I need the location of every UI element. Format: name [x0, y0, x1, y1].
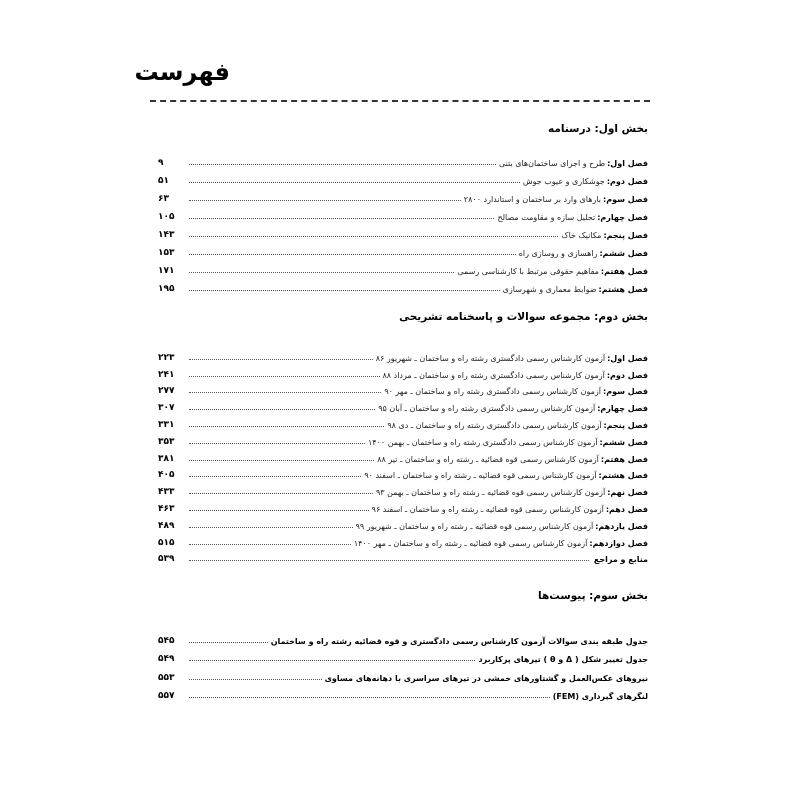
toc-entry[interactable]	[158, 396, 648, 413]
entry-title: مفاهیم حقوقی مرتبط با کارشناسی رسمی	[457, 267, 599, 276]
entry-prefix: فصل دهم:	[605, 504, 648, 514]
toc-entry[interactable]	[158, 380, 648, 397]
toc-entry[interactable]	[158, 168, 648, 186]
toc-entry[interactable]	[158, 430, 648, 447]
entry-title: طرح و اجرای ساختمان‌های بتنی	[498, 159, 606, 168]
entry-page-number: ۱۵۳	[158, 248, 175, 258]
entry-page-number: ۲۲۳	[158, 352, 175, 363]
toc-entry[interactable]	[158, 222, 648, 240]
entry-page-number: ۴۰۵	[158, 470, 175, 481]
entry-prefix: فصل نهم:	[607, 488, 648, 498]
dot-leader	[189, 560, 589, 561]
dot-leader	[189, 660, 475, 661]
entry-prefix: فصل ششم:	[599, 437, 648, 447]
entry-title: جدول تغییر شکل ( Δ و θ ) تیرهای پرکاربرد	[478, 655, 648, 664]
entry-prefix: فصل چهارم:	[597, 213, 648, 222]
entry-prefix: فصل دوم:	[606, 370, 648, 380]
entry-page-number: ۱۷۱	[158, 266, 175, 276]
section-heading-3: بخش سوم: پیوست‌ها	[538, 590, 648, 602]
entry-title: نیروهای عکس‌العمل و گشتاورهای خمشی در تیرهای سراسری با دهانه‌های مساوی	[324, 673, 648, 683]
entry-page-number: ۵۱	[158, 176, 169, 186]
entry-title: ضوابط معماری و شهرسازی	[502, 285, 597, 294]
toc-entry[interactable]	[158, 240, 648, 258]
entry-title: آزمون کارشناس رسمی دادگستری رشته راه و ساختمان ـ دی ۹۸	[387, 420, 602, 430]
entry-title: آزمون کارشناس رسمی قوه قضائیه ـ رشته راه و ساختمان ـ تیر ۸۸	[377, 454, 599, 464]
entry-page-number: ۴۸۹	[158, 520, 175, 531]
dot-leader	[189, 476, 361, 477]
entry-title: آزمون کارشناس رسمی دادگستری رشته راه و ساختمان ـ مرداد ۸۸	[382, 370, 605, 380]
entry-prefix: فصل ششم:	[599, 249, 648, 258]
entry-prefix: فصل سوم:	[603, 195, 648, 204]
entry-prefix: فصل دوم:	[606, 177, 648, 186]
entry-prefix: فصل سوم:	[603, 387, 648, 397]
entry-page-number: ۶۳	[158, 194, 169, 204]
entry-page-number: ۱۰۵	[158, 212, 175, 222]
section-list-1	[158, 150, 648, 294]
entry-prefix: فصل پنجم:	[603, 420, 648, 430]
entry-title: آزمون کارشناس رسمی دادگستری رشته راه و ساختمان ـ مهر ۹۰	[384, 387, 601, 397]
entry-page-number: ۵۴۹	[158, 654, 175, 664]
dot-leader	[189, 493, 373, 494]
section-heading-1: بخش اول: درسنامه	[548, 123, 648, 135]
entry-page-number: ۲۴۱	[158, 369, 175, 380]
dot-leader	[189, 164, 496, 165]
entry-title: آزمون کارشناس رسمی قوه قضائیه ـ رشته راه و ساختمان ـ بهمن ۹۳	[375, 488, 606, 498]
toc-entry[interactable]	[158, 413, 648, 430]
entry-prefix: فصل اول:	[607, 353, 648, 363]
dot-leader	[189, 443, 365, 444]
entry-page-number: ۴۳۳	[158, 487, 175, 498]
entry-page-number: ۵۴۵	[158, 635, 175, 646]
toc-entry[interactable]	[158, 683, 648, 702]
dot-leader	[189, 544, 351, 545]
entry-title: آزمون کارشناس رسمی قوه قضائیه ـ رشته راه و ساختمان ـ اسفند ۹۰	[364, 471, 597, 481]
dot-leader	[189, 697, 550, 698]
entry-prefix: فصل پنجم:	[603, 231, 648, 240]
entry-title: تحلیل سازه و مقاومت مصالح	[497, 213, 596, 222]
toc-entry[interactable]	[158, 646, 648, 665]
dot-leader	[189, 218, 494, 219]
entry-title: آزمون کارشناس رسمی قوه قضائیه ـ رشته راه و ساختمان ـ اسفند ۹۶	[371, 504, 604, 514]
dot-leader	[189, 426, 384, 427]
toc-entry[interactable]	[158, 258, 648, 276]
entry-title: آزمون کارشناس رسمی قوه قضائیه ـ رشته راه و ساختمان ـ مهر ۱۴۰۰	[353, 538, 588, 548]
entry-page-number: ۹	[158, 158, 164, 168]
entry-page-number: ۵۵۷	[158, 691, 175, 701]
entry-title: لنگرهای گیرداری (FEM)	[552, 692, 648, 701]
dot-leader	[189, 376, 380, 377]
dot-leader	[189, 359, 373, 360]
entry-page-number: ۳۳۱	[158, 419, 175, 430]
section-heading-2: بخش دوم: مجموعه سوالات و پاسخنامه تشریحی	[399, 311, 648, 323]
entry-prefix: فصل دوازدهم:	[589, 538, 648, 548]
dot-leader	[189, 392, 381, 393]
section-list-3	[158, 627, 648, 701]
entry-page-number: ۵۳۹	[158, 554, 175, 565]
entry-prefix: فصل یازدهم:	[595, 521, 648, 531]
entry-title: آزمون کارشناس رسمی قوه قضائیه ـ رشته راه و ساختمان ـ شهریور ۹۹	[355, 521, 594, 531]
toc-entry[interactable]	[158, 204, 648, 222]
entry-prefix: منابع و مراجع	[593, 555, 648, 565]
toc-entry[interactable]	[158, 464, 648, 481]
entry-title: جدول طبقه بندی سوالات آزمون کارشناس رسمی دادگستری و قوه قضائیه رشته راه و ساختمان	[270, 636, 648, 646]
toc-entry[interactable]	[158, 664, 648, 683]
toc-entry[interactable]	[158, 548, 648, 565]
entry-prefix: فصل هشتم:	[598, 285, 648, 294]
entry-page-number: ۱۴۳	[158, 230, 175, 240]
entry-page-number: ۲۷۷	[158, 386, 175, 397]
page-title: فهرست	[134, 58, 230, 86]
entry-title: آزمون کارشناس رسمی دادگستری رشته راه و ساختمان ـ آبان ۹۵	[378, 404, 596, 414]
dot-leader	[189, 510, 369, 511]
toc-entry[interactable]	[158, 480, 648, 497]
entry-page-number: ۱۹۵	[158, 284, 175, 294]
entry-page-number: ۳۵۳	[158, 436, 175, 447]
toc-entry[interactable]	[158, 150, 648, 168]
section-list-2	[158, 346, 648, 564]
toc-entry[interactable]	[158, 531, 648, 548]
dot-leader	[189, 527, 353, 528]
dot-leader	[189, 254, 516, 255]
entry-prefix: فصل هفتم:	[600, 267, 648, 276]
entry-title: جوشکاری و عیوب جوش	[522, 177, 605, 186]
dot-leader	[189, 290, 500, 291]
entry-page-number: ۴۶۳	[158, 503, 175, 514]
entry-title: بارهای وارد بر ساختمان و استاندارد ۲۸۰۰	[463, 195, 601, 204]
toc-entry[interactable]	[158, 276, 648, 294]
toc-entry[interactable]	[158, 186, 648, 204]
entry-page-number: ۵۱۵	[158, 537, 175, 548]
toc-entry[interactable]	[158, 627, 648, 646]
toc-entry[interactable]	[158, 363, 648, 380]
entry-prefix: فصل هفتم:	[600, 454, 648, 464]
entry-page-number: ۳۰۷	[158, 403, 175, 414]
toc-entry[interactable]	[158, 514, 648, 531]
dot-leader	[189, 409, 375, 410]
entry-title: آزمون کارشناس رسمی دادگستری رشته راه و ساختمان ـ بهمن ۱۴۰۰	[367, 437, 598, 447]
dot-leader	[189, 200, 461, 201]
toc-entry[interactable]	[158, 346, 648, 363]
title-divider	[150, 100, 650, 102]
toc-entry[interactable]	[158, 447, 648, 464]
entry-title: راهسازی و روسازی راه	[518, 249, 598, 258]
dot-leader	[189, 679, 322, 680]
entry-title: آزمون کارشناس رسمی دادگستری رشته راه و ساختمان ـ شهریور ۸۶	[375, 353, 606, 363]
entry-page-number: ۵۵۳	[158, 672, 175, 683]
entry-title: مکانیک خاک	[561, 231, 602, 240]
entry-prefix: فصل اول:	[607, 159, 648, 168]
toc-entry[interactable]	[158, 497, 648, 514]
dot-leader	[189, 236, 558, 237]
entry-page-number: ۳۸۱	[158, 453, 175, 464]
entry-prefix: فصل چهارم:	[597, 404, 648, 414]
dot-leader	[189, 182, 520, 183]
dot-leader	[189, 272, 454, 273]
dot-leader	[189, 642, 268, 643]
dot-leader	[189, 460, 374, 461]
entry-prefix: فصل هشتم:	[598, 471, 648, 481]
